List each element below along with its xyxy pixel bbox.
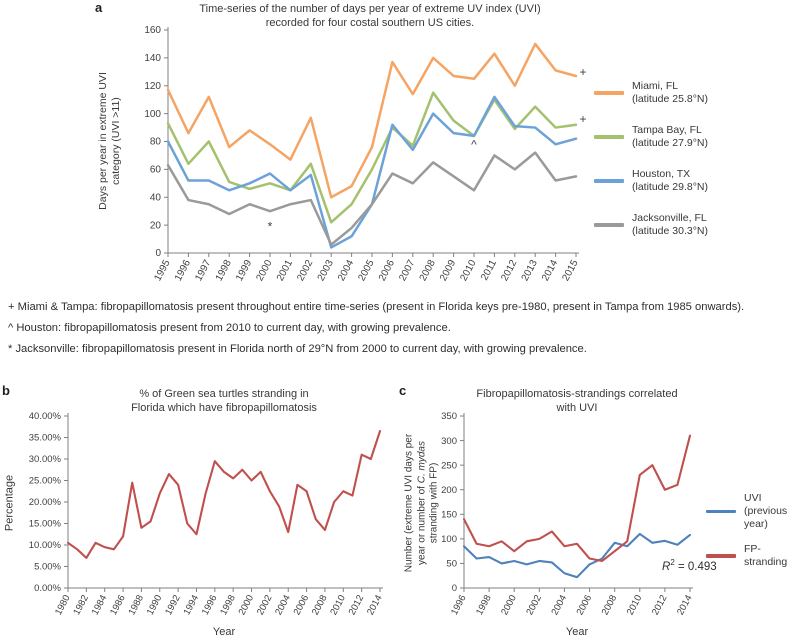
x-tick-label: 1992 bbox=[163, 593, 183, 618]
y-tick-label: 50 bbox=[446, 558, 457, 570]
y-tick-label: 30.00% bbox=[28, 454, 61, 466]
footnote-houston: ^ Houston: fibropapillomatosis present from 2010 to current day, with growing prevalence. bbox=[8, 322, 451, 334]
panel_a-plot bbox=[128, 22, 590, 310]
x-tick-label: 2004 bbox=[336, 258, 357, 284]
y-tick-label: 100 bbox=[144, 108, 161, 120]
annotation-houston-caret: ^ bbox=[471, 137, 477, 152]
series-line-stranding-with-fibropapillomatosis bbox=[68, 431, 380, 558]
x-tick-label: 1996 bbox=[199, 593, 220, 618]
legend-label: Jacksonville, FL (latitude 30.3°N) bbox=[632, 212, 708, 237]
panel-b-x-axis-label: Year bbox=[212, 626, 236, 638]
x-tick-label: 2006 bbox=[574, 593, 595, 618]
x-tick-label: 1982 bbox=[71, 593, 92, 618]
x-tick-label: 2012 bbox=[346, 593, 367, 618]
x-tick-label: 2003 bbox=[315, 258, 336, 284]
x-tick-label: 2013 bbox=[519, 258, 540, 284]
panel-b-label: b bbox=[2, 383, 10, 398]
legend-swatch bbox=[594, 179, 624, 183]
legend-item bbox=[706, 543, 798, 569]
y-tick-label: 300 bbox=[441, 435, 457, 447]
series-line-houston-tx-latitude-29-8-n bbox=[168, 97, 576, 248]
x-tick-label: 1986 bbox=[108, 593, 128, 618]
panel-a-footnotes bbox=[8, 300, 790, 363]
r2-value: = 0.493 bbox=[674, 560, 717, 573]
panel-a-title-line2: recorded for four costal southern US cities. bbox=[265, 17, 475, 29]
legend-swatch bbox=[594, 223, 624, 227]
x-tick-label: 2014 bbox=[540, 258, 561, 284]
y-tick-label: 120 bbox=[144, 80, 161, 92]
series-line-miami-fl-latitude-25-8-n bbox=[168, 44, 576, 197]
panel-c-title-line1: Fibropapillomatosis-strandings correlated bbox=[476, 388, 678, 400]
annotation-miami-plus: + bbox=[579, 64, 587, 79]
panel-c-y-axis-label-line2-pre: year or number of bbox=[415, 483, 427, 565]
footnote-jacksonville: * Jacksonville: fibropapillomatosis present in Florida north of 29°N from 2000 to current day, with growing prevalence. bbox=[8, 343, 587, 355]
panel-c-y-axis-label-line1: Number (extreme UVI days per bbox=[403, 433, 415, 573]
panel-c-title-line2: with UVI bbox=[556, 402, 598, 414]
x-tick-label: 1994 bbox=[181, 593, 202, 618]
x-tick-label: 1995 bbox=[152, 258, 173, 284]
x-tick-label: 2006 bbox=[376, 258, 398, 284]
panel-b-chart bbox=[18, 408, 388, 635]
x-tick-label: 2010 bbox=[328, 593, 348, 618]
panel-b-y-axis-label: Percentage bbox=[3, 474, 16, 532]
panel_c-plot bbox=[436, 408, 698, 630]
panel-c-y-axis-label-line2 bbox=[416, 434, 429, 572]
x-tick-label: 1990 bbox=[144, 593, 165, 618]
x-tick-label: 1988 bbox=[126, 593, 147, 618]
x-tick-label: 2004 bbox=[273, 593, 293, 618]
x-tick-label: 1998 bbox=[474, 593, 494, 618]
y-tick-label: 150 bbox=[441, 509, 457, 521]
x-tick-label: 2014 bbox=[675, 593, 695, 618]
x-tick-label: 2010 bbox=[624, 593, 645, 618]
y-tick-label: 0.00% bbox=[34, 583, 61, 595]
x-tick-label: 2007 bbox=[397, 258, 418, 284]
legend-swatch bbox=[594, 91, 624, 95]
x-tick-label: 2001 bbox=[274, 258, 296, 284]
legend-item bbox=[594, 212, 708, 238]
series-line-jacksonville-fl-latitude-30-3-n bbox=[168, 153, 576, 245]
x-tick-label: 2004 bbox=[549, 593, 570, 618]
panel-c-y-axis-label-species: C. mydas bbox=[415, 441, 427, 484]
legend-item bbox=[594, 80, 708, 106]
x-tick-label: 2000 bbox=[236, 593, 257, 618]
y-tick-label: 25.00% bbox=[28, 475, 61, 487]
x-tick-label: 2000 bbox=[254, 258, 275, 284]
x-tick-label: 2015 bbox=[560, 258, 581, 284]
y-tick-label: 20 bbox=[149, 220, 161, 232]
panel-a-chart bbox=[128, 22, 590, 315]
y-tick-label: 0 bbox=[155, 248, 161, 260]
x-tick-label: 2011 bbox=[479, 258, 500, 283]
y-tick-label: 100 bbox=[441, 534, 457, 546]
x-tick-label: 1996 bbox=[449, 593, 469, 618]
x-tick-label: 2002 bbox=[254, 593, 275, 618]
panel-b-title-line2: Florida which have fibropapillomatosis bbox=[131, 402, 317, 414]
y-tick-label: 60 bbox=[149, 164, 161, 176]
legend-item bbox=[594, 168, 708, 194]
x-tick-label: 2014 bbox=[365, 593, 385, 618]
panel-c-chart bbox=[436, 408, 698, 635]
x-tick-label: 2005 bbox=[356, 258, 377, 284]
x-tick-label: 1998 bbox=[218, 593, 238, 618]
annotation-jacksonville-asterisk: * bbox=[267, 219, 273, 234]
r2-letter: R bbox=[662, 560, 671, 573]
panel-c-legend bbox=[706, 492, 798, 569]
panel-c-x-axis-label: Year bbox=[565, 626, 589, 638]
legend-swatch bbox=[594, 135, 624, 139]
x-tick-label: 2002 bbox=[295, 258, 316, 284]
footnote-miami-tampa: + Miami & Tampa: fibropapillomatosis present throughout entire time-series (present in Florida keys pre-1980, present in Tampa from 1985 onwards). bbox=[8, 301, 745, 313]
x-tick-label: 2010 bbox=[458, 258, 479, 284]
series-line-uvi-previous-year bbox=[464, 534, 690, 577]
panel-c-label: c bbox=[399, 383, 407, 398]
y-tick-label: 140 bbox=[144, 53, 161, 65]
x-tick-label: 2006 bbox=[291, 593, 312, 618]
y-tick-label: 40.00% bbox=[28, 411, 61, 423]
legend-label: FP-stranding bbox=[744, 543, 788, 568]
x-tick-label: 2002 bbox=[524, 593, 544, 618]
y-tick-label: 160 bbox=[144, 25, 161, 37]
x-tick-label: 1996 bbox=[172, 258, 194, 284]
x-tick-label: 1984 bbox=[89, 593, 110, 618]
y-tick-label: 350 bbox=[441, 411, 457, 423]
panel-a-label: a bbox=[95, 0, 103, 15]
panel-a-y-axis-label bbox=[97, 72, 123, 210]
x-tick-label: 1998 bbox=[213, 258, 234, 284]
legend-item bbox=[594, 124, 708, 150]
y-tick-label: 5.00% bbox=[34, 561, 61, 573]
y-tick-label: 200 bbox=[441, 484, 457, 496]
y-tick-label: 10.00% bbox=[28, 540, 61, 552]
panel_b-plot bbox=[18, 408, 388, 630]
legend-label: UVI (previous year) bbox=[744, 492, 788, 530]
y-tick-label: 40 bbox=[149, 192, 161, 204]
x-tick-label: 2012 bbox=[499, 258, 520, 284]
legend-swatch bbox=[706, 510, 736, 514]
legend-label: Houston, TX (latitude 29.8°N) bbox=[632, 168, 708, 193]
x-tick-label: 2000 bbox=[499, 593, 519, 618]
x-tick-label: 2008 bbox=[309, 593, 330, 618]
y-tick-label: 20.00% bbox=[28, 497, 61, 509]
legend-label: Miami, FL (latitude 25.8°N) bbox=[632, 80, 708, 105]
x-tick-label: 1980 bbox=[53, 593, 73, 618]
r-squared-annotation bbox=[662, 558, 717, 573]
y-tick-label: 80 bbox=[149, 136, 161, 148]
legend-label: Tampa Bay, FL (latitude 27.9°N) bbox=[632, 124, 708, 149]
annotation-tampa-plus: + bbox=[579, 112, 587, 127]
panel-a-y-axis-label-line2: category (UVI >11) bbox=[110, 97, 122, 185]
panel-a-y-axis-label-line1: Days per year in extreme UVI bbox=[97, 72, 109, 210]
legend-item bbox=[706, 492, 798, 531]
y-tick-label: 250 bbox=[441, 460, 457, 472]
x-tick-label: 2008 bbox=[417, 258, 438, 284]
x-tick-label: 2009 bbox=[438, 258, 459, 284]
panel-c-y-axis-label-line3: stranding with FP) bbox=[428, 462, 440, 544]
r2-exponent: 2 bbox=[670, 558, 675, 567]
panel-a-legend bbox=[594, 80, 708, 238]
x-tick-label: 2008 bbox=[599, 593, 620, 618]
x-tick-label: 1999 bbox=[234, 258, 255, 284]
y-tick-label: 35.00% bbox=[28, 432, 61, 444]
panel-a-title-line1: Time-series of the number of days per year of extreme UV index (UVI) bbox=[199, 3, 541, 15]
x-tick-label: 1997 bbox=[193, 258, 214, 284]
panel-b-title-line1: % of Green sea turtles stranding in bbox=[139, 388, 309, 400]
x-tick-label: 2012 bbox=[649, 593, 670, 618]
y-tick-label: 0 bbox=[451, 583, 457, 595]
y-tick-label: 15.00% bbox=[28, 518, 61, 530]
